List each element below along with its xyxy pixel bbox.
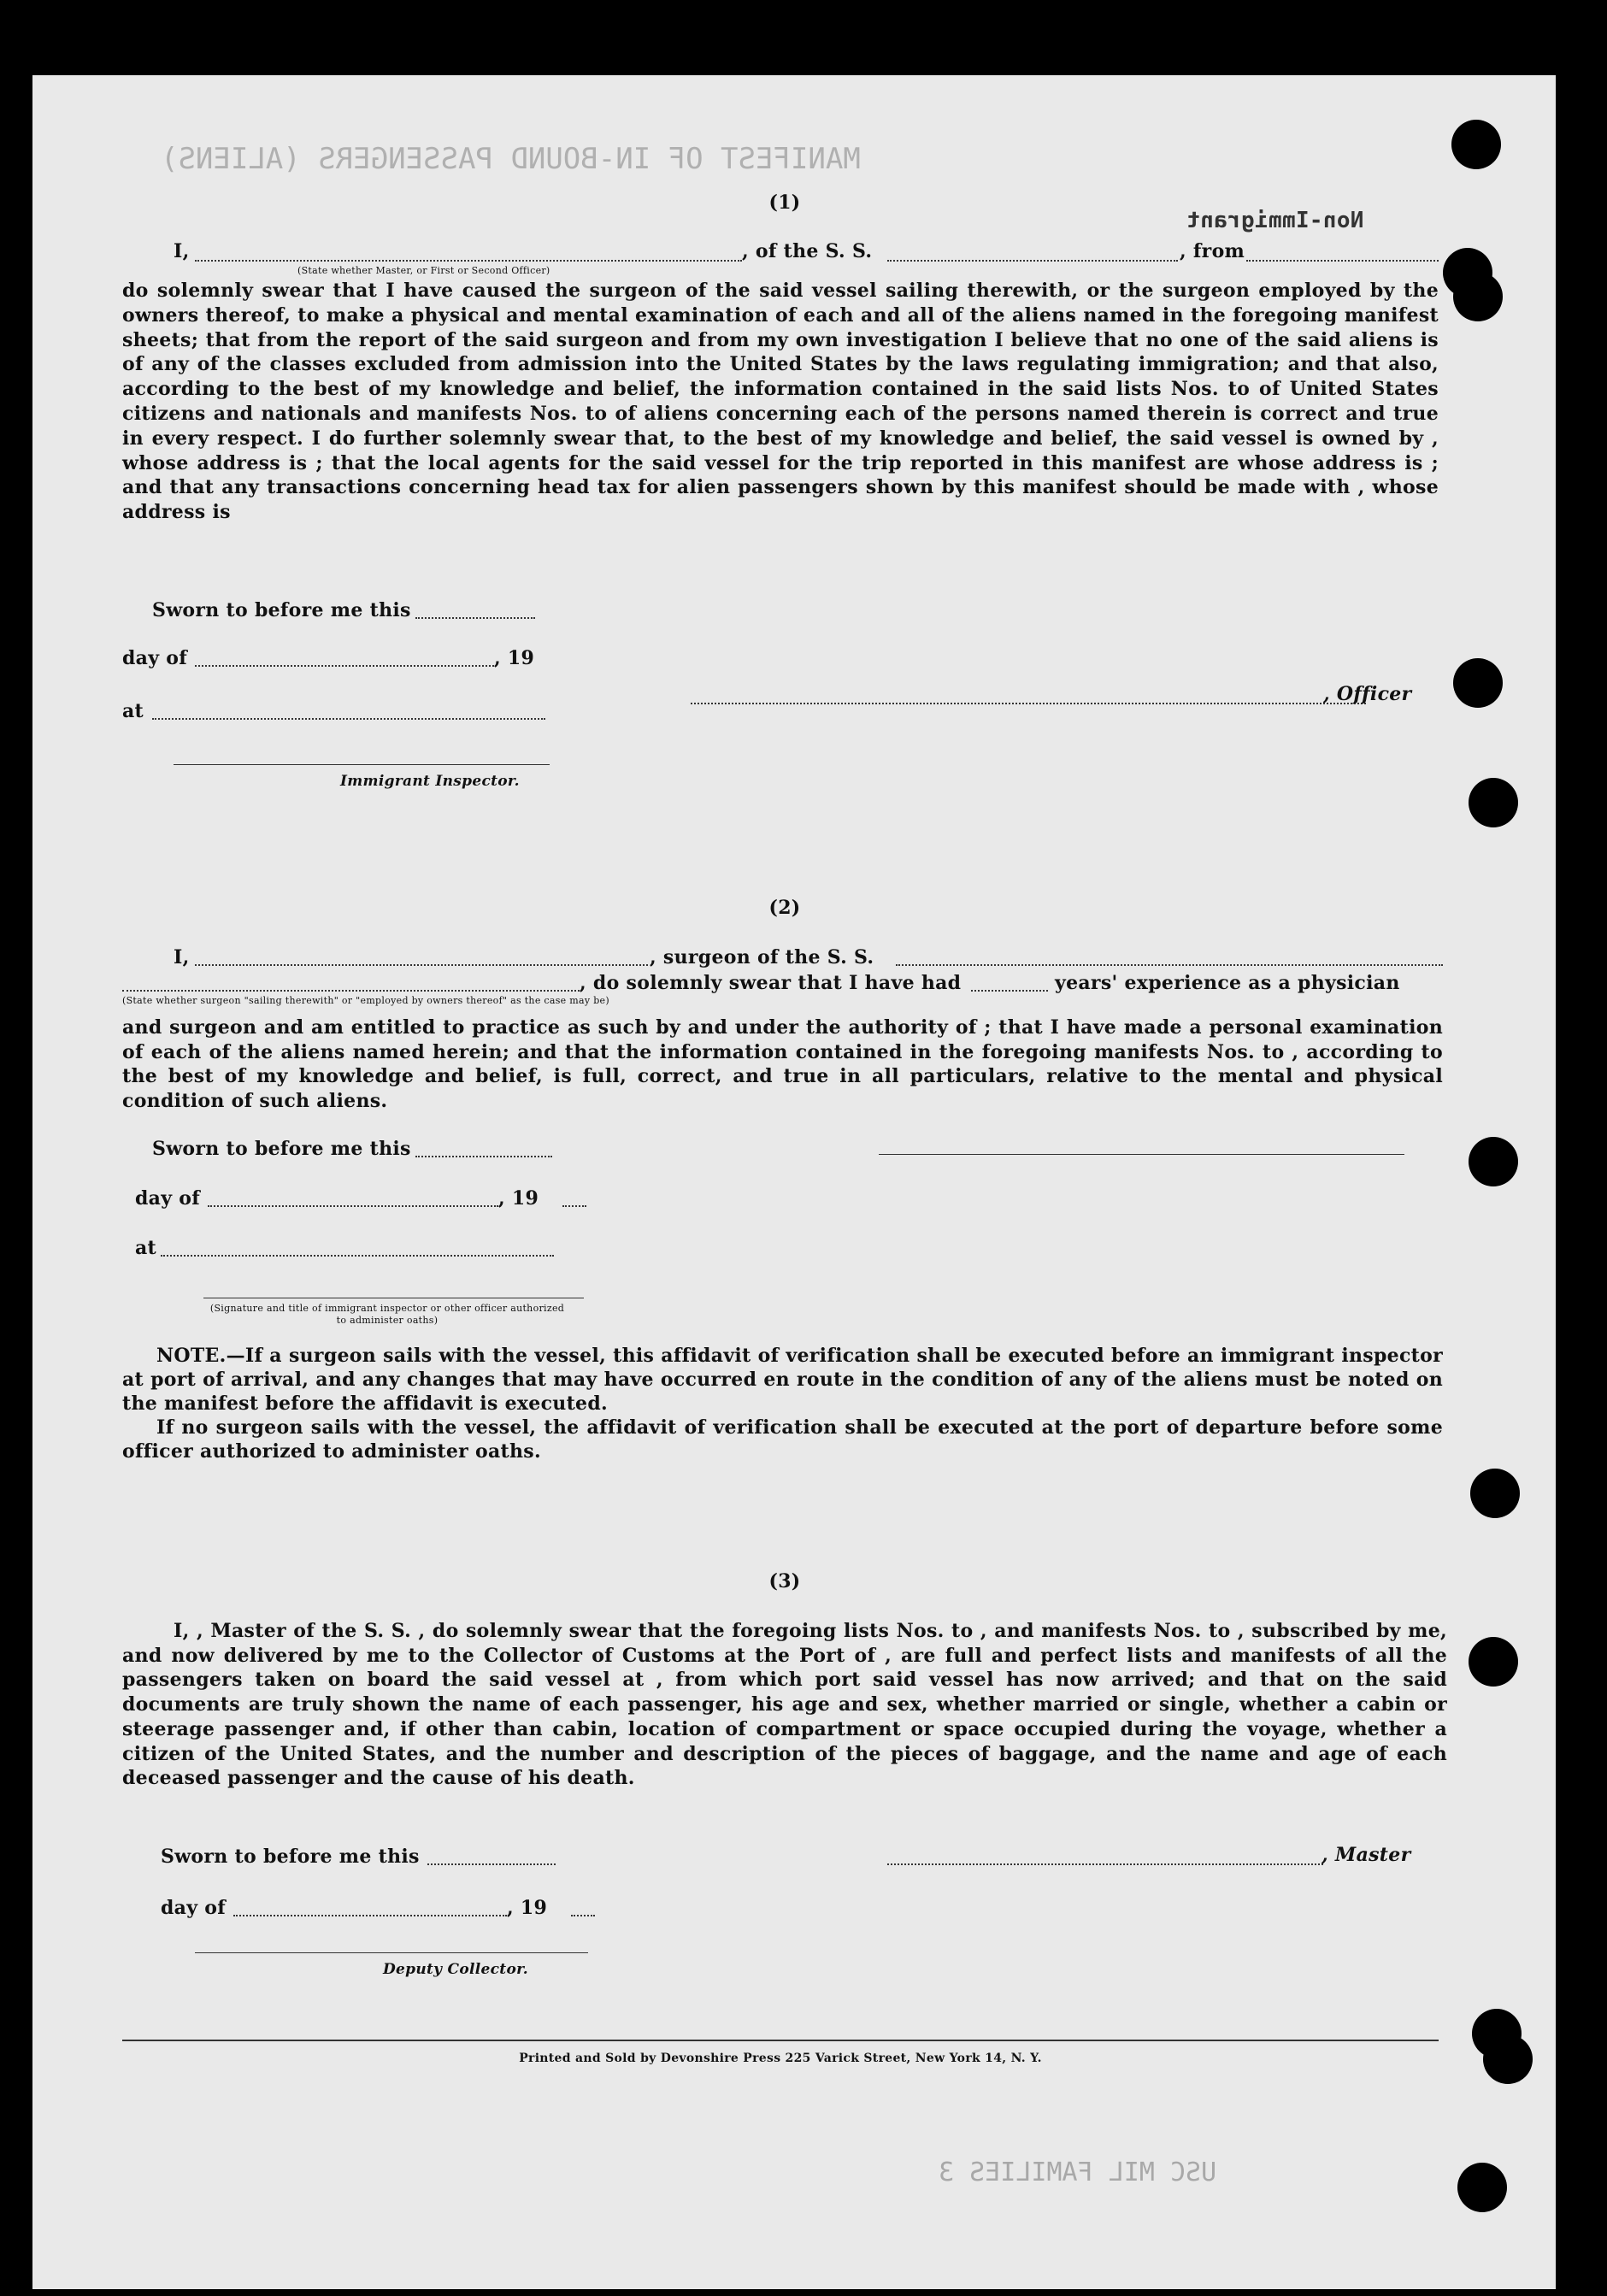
s2-day-field[interactable] xyxy=(208,1190,498,1207)
printer-credit: Printed and Sold by Devonshire Press 225 Varick Street, New York 14, N. Y. xyxy=(519,2052,1042,2065)
binder-hole xyxy=(1483,2034,1533,2084)
s2-swear-label: , do solemnly swear that I have had xyxy=(580,972,962,994)
s2-dayof-label: day of xyxy=(135,1187,201,1210)
s1-dayof-label: day of xyxy=(122,647,188,669)
s2-year-field[interactable] xyxy=(562,1190,586,1207)
s3-sworn-label: Sworn to before me this xyxy=(161,1846,420,1868)
s1-sworn-label: Sworn to before me this xyxy=(152,599,411,621)
binder-hole xyxy=(1469,1637,1518,1687)
section-2-heading: (2) xyxy=(768,897,801,919)
s2-year-label: , 19 xyxy=(498,1187,539,1210)
s3-sworn-date-field[interactable] xyxy=(427,1848,556,1865)
s2-surgeon-signature-line[interactable] xyxy=(879,1154,1404,1155)
s2-physician-label: years' experience as a physician xyxy=(1055,972,1400,994)
s2-sworn-label: Sworn to before me this xyxy=(152,1138,411,1160)
s1-officer-signature-field[interactable] xyxy=(691,687,1366,704)
s1-at-field[interactable] xyxy=(152,703,545,720)
from-port-field[interactable] xyxy=(1246,244,1439,262)
s1-from-label: , from xyxy=(1180,240,1245,262)
binder-hole xyxy=(1453,272,1503,321)
s2-signature-note: (Signature and title of immigrant inspector or other officer authorized to administer oaths) xyxy=(209,1303,565,1326)
section-1-heading: (1) xyxy=(768,191,801,214)
s3-deputy-label: Deputy Collector. xyxy=(383,1961,529,1978)
s1-day-field[interactable] xyxy=(195,650,494,667)
nonimmigrant-stamp: Non-Immigrant xyxy=(1186,208,1364,233)
s3-year-label: , 19 xyxy=(507,1897,548,1919)
s3-dayof-label: day of xyxy=(161,1897,227,1919)
s2-sworn-date-field[interactable] xyxy=(415,1140,552,1157)
binder-hole xyxy=(1457,2163,1507,2212)
s1-i-label: I, xyxy=(174,240,190,262)
mirrored-header-bleed: MANIFEST OF IN-BOUND PASSENGERS (ALIENS) xyxy=(161,142,861,176)
s1-inspector-label: Immigrant Inspector. xyxy=(340,773,520,790)
binder-hole xyxy=(1453,658,1503,708)
s1-officer-label: , Officer xyxy=(1323,683,1412,705)
officer-name-field[interactable] xyxy=(195,244,742,262)
surgeon-name-field[interactable] xyxy=(195,949,648,966)
s3-master-signature-field[interactable] xyxy=(887,1848,1323,1865)
binder-hole xyxy=(1469,778,1518,827)
s3-master-label: , Master xyxy=(1322,1844,1411,1866)
binder-hole xyxy=(1451,120,1501,169)
s2-surgeon-note: (State whether surgeon "sailing therewith" or "employed by owners thereof" as the case may be) xyxy=(122,995,609,1006)
s1-of-ss-label: , of the S. S. xyxy=(742,240,873,262)
s2-note-1: NOTE.—If a surgeon sails with the vessel, this affidavit of verification shall be executed before an immigrant inspector at port of arrival, and any changes that may have occurred en route in the condition of any of the aliens must be noted on the manifest before the affidavit is executed. xyxy=(122,1345,1443,1415)
surgeon-status-field[interactable] xyxy=(122,974,580,992)
s2-vessel-field[interactable] xyxy=(896,949,1443,966)
s3-day-field[interactable] xyxy=(233,1899,507,1916)
s1-officer-note: (State whether Master, or First or Second Officer) xyxy=(297,265,550,276)
s2-at-field[interactable] xyxy=(161,1239,554,1257)
form-page xyxy=(32,75,1556,2289)
s2-surgeon-label: , surgeon of the S. S. xyxy=(650,946,874,968)
vessel-name-field[interactable] xyxy=(887,244,1178,262)
s3-deputy-line[interactable] xyxy=(195,1952,588,1953)
years-experience-field[interactable] xyxy=(971,974,1048,992)
s1-at-label: at xyxy=(122,700,144,722)
s3-oath-body: I, , Master of the S. S. , do solemnly swear that the foregoing lists Nos. to , and manifests Nos. to , subscribed by me, and now delivered by me to the Collector of Customs at the Port of , are full and perfect lists and manifests of all the passengers taken on board the said vessel at , from which port said vessel has now arrived; and that on the said documents are truly shown the name of each passenger, his age and sex, whether married or single, whether a cabin or steerage passenger and, if other than cabin, location of compartment or space occupied during the voyage, whether a citizen of the United States, and the number and description of the pieces of baggage, and the name and age of each deceased passenger and the cause of his death. xyxy=(122,1620,1447,1790)
footer-rule xyxy=(122,2040,1439,2041)
s1-year-label: , 19 xyxy=(494,647,535,669)
s2-oath-body: and surgeon and am entitled to practice as such by and under the authority of ; that I have made a personal examination of each of the aliens named herein; and that the information contained in the foregoing manifests Nos. to , according to the best of my knowledge and belief, is full, correct, and true in all particulars, relative to the mental and physical condition of such aliens. xyxy=(122,1016,1443,1112)
s1-sworn-date-field[interactable] xyxy=(415,602,535,619)
s2-i-label: I, xyxy=(174,946,190,968)
s2-at-label: at xyxy=(135,1237,157,1259)
section-3-heading: (3) xyxy=(768,1570,801,1592)
s3-year-field[interactable] xyxy=(571,1899,595,1916)
s2-note-2: If no surgeon sails with the vessel, the affidavit of verification shall be executed at the port of departure before some officer authorized to administer oaths. xyxy=(122,1416,1443,1463)
binder-hole xyxy=(1469,1137,1518,1186)
binder-hole xyxy=(1470,1469,1520,1518)
footer-stamp-bleed: USC MIL FAMILIES 3 xyxy=(939,2158,1217,2187)
s1-oath-body: do solemnly swear that I have caused the surgeon of the said vessel sailing therewith, or the surgeon employed by the owners thereof, to make a physical and mental examination of each and all of the aliens named in the foregoing manifest sheets; that from the report of the said surgeon and from my own investigation I believe that no one of the said aliens is of any of the classes excluded from admission into the United States by the laws regulating immigration; and that also, according to the best of my knowledge and belief, the information contained in the said lists Nos. to of United States citizens and nationals and manifests Nos. to of aliens concerning each of the persons named therein is correct and true in every respect. I do further solemnly swear that, to the best of my knowledge and belief, the said vessel is owned by , whose address is ; that the local agents for the said vessel for the trip reported in this manifest are whose address is ; and that any transactions concerning head tax for alien passengers shown by this manifest should be made with , whose address is xyxy=(122,280,1439,524)
s1-inspector-line xyxy=(174,764,550,765)
